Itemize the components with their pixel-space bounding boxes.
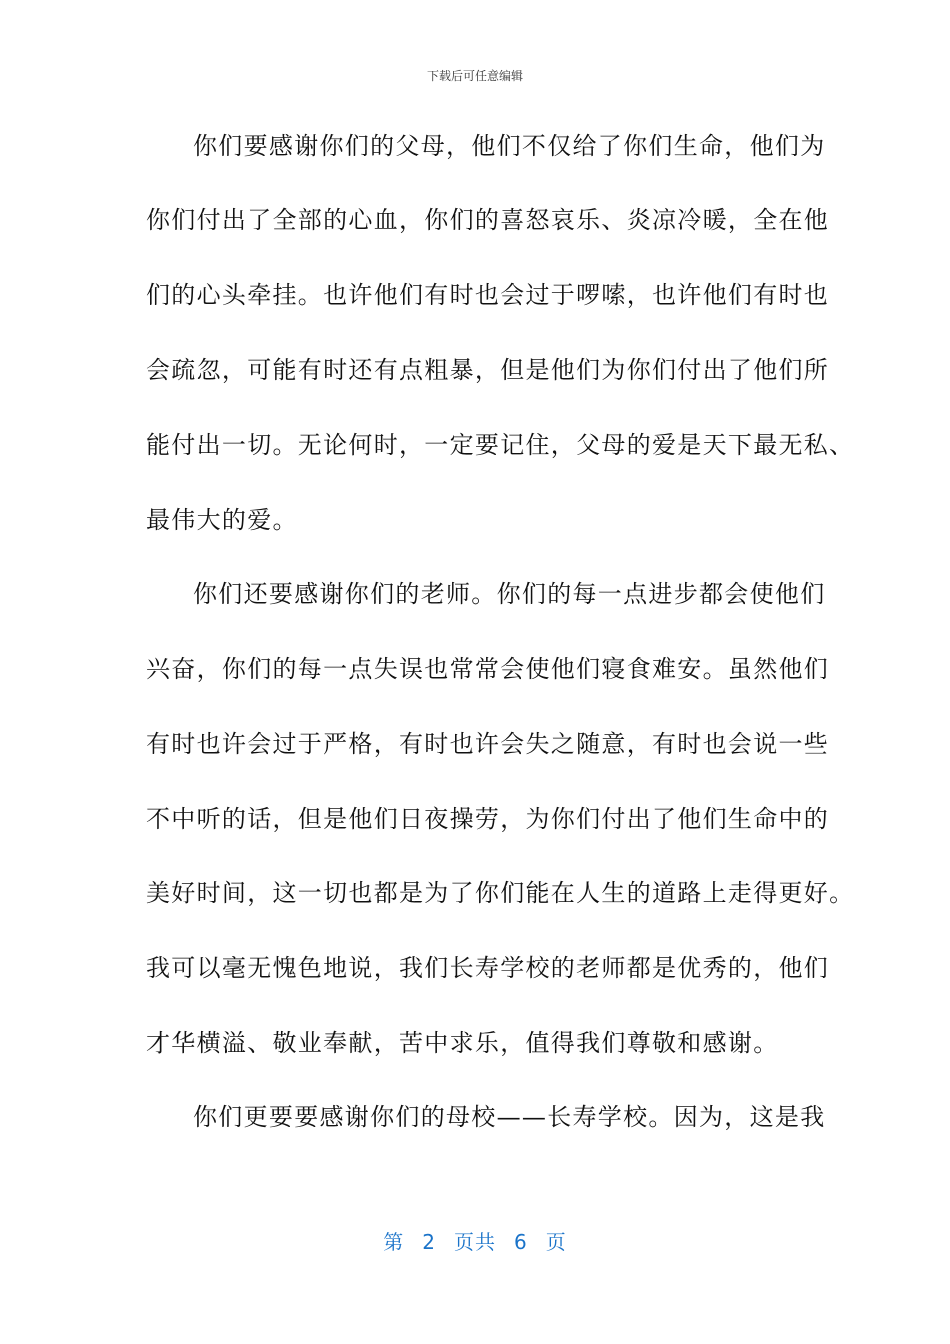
paragraph-line: 美好时间，这一切也都是为了你们能在人生的道路上走得更好。 [146,879,855,907]
paragraph-line: 会疏忽，可能有时还有点粗暴，但是他们为你们付出了他们所 [146,356,830,384]
footer-page-label: 第 [383,1230,405,1254]
paragraph-line: 不中听的话，但是他们日夜操劳，为你们付出了他们生命中的 [146,805,830,833]
footer-total-pages: 6 [514,1230,528,1254]
paragraph-line: 你们还要感谢你们的老师。你们的每一点进步都会使他们 [193,580,826,608]
page-header: 下载后可任意编辑 [426,69,523,83]
paragraph-line: 你们更要要感谢你们的母校——长寿学校。因为，这是我 [193,1103,826,1131]
footer-total-label: 页共 [454,1230,496,1254]
paragraph-line: 兴奋，你们的每一点失误也常常会使他们寝食难安。虽然他们 [146,655,830,683]
paragraph-line: 最伟大的爱。 [146,506,298,534]
paragraph-line: 们的心头牵挂。也许他们有时也会过于啰嗦，也许他们有时也 [146,281,830,309]
paragraph-line: 才华横溢、敬业奉献，苦中求乐，值得我们尊敬和感谢。 [146,1029,779,1057]
paragraph-line: 你们付出了全部的心血，你们的喜怒哀乐、炎凉冷暖，全在他 [146,206,830,234]
footer-end-label: 页 [545,1230,567,1254]
footer-current-page: 2 [422,1230,436,1254]
paragraph-line: 有时也许会过于严格，有时也许会失之随意，有时也会说一些 [146,730,830,758]
page-footer [0,1226,950,1255]
paragraph-line: 能付出一切。无论何时，一定要记住，父母的爱是天下最无私、 [146,431,855,459]
paragraph-line: 你们要感谢你们的父母，他们不仅给了你们生命，他们为 [193,132,826,160]
paragraph-line: 我可以毫无愧色地说，我们长寿学校的老师都是优秀的，他们 [146,954,830,982]
